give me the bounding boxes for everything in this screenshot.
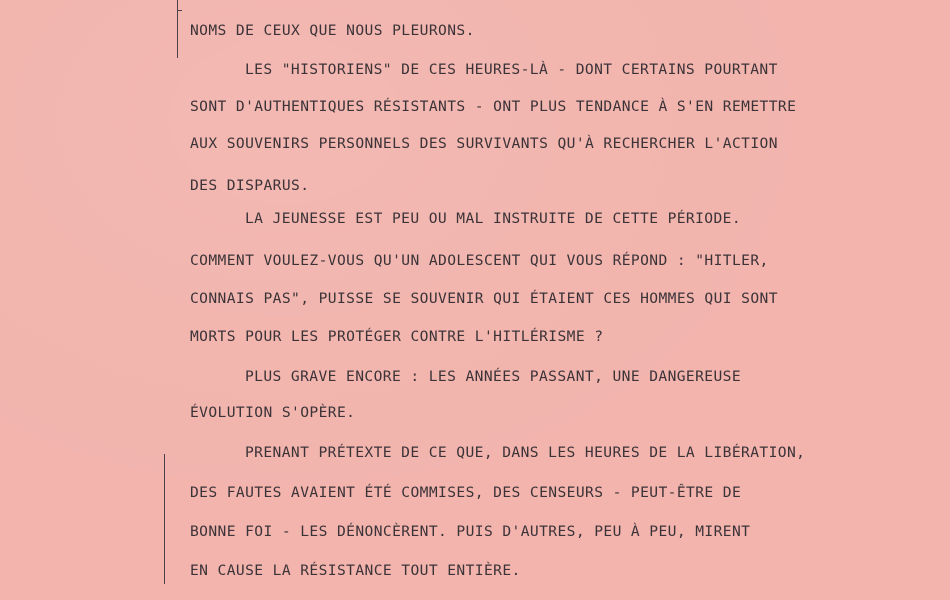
text-line: BONNE FOI - LES DÉNONCÈRENT. PUIS D'AUTRES, PEU À PEU, MIRENT (190, 523, 751, 540)
text-line: DES DISPARUS. (190, 177, 310, 194)
text-line: SONT D'AUTHENTIQUES RÉSISTANTS - ONT PLUS TENDANCE À S'EN REMETTRE (190, 98, 797, 115)
text-line: LES "HISTORIENS" DE CES HEURES-LÀ - DONT CERTAINS POURTANT (245, 61, 778, 78)
text-line: AUX SOUVENIRS PERSONNELS DES SURVIVANTS QU'À RECHERCHER L'ACTION (190, 135, 778, 152)
text-line: EN CAUSE LA RÉSISTANCE TOUT ENTIÈRE. (190, 562, 521, 579)
text-line: NOMS DE CEUX QUE NOUS PLEURONS. (190, 22, 475, 39)
text-line: PLUS GRAVE ENCORE : LES ANNÉES PASSANT, UNE DANGEREUSE (245, 368, 742, 385)
text-line: COMMENT VOULEZ-VOUS QU'UN ADOLESCENT QUI VOUS RÉPOND : "HITLER, (190, 252, 769, 269)
text-line: DES FAUTES AVAIENT ÉTÉ COMMISES, DES CENSEURS - PEUT-ÊTRE DE (190, 484, 742, 501)
text-line: LA JEUNESSE EST PEU OU MAL INSTRUITE DE CETTE PÉRIODE. (245, 210, 742, 227)
cut-off-top-line (190, 0, 370, 5)
text-line: MORTS POUR LES PROTÉGER CONTRE L'HITLÉRISME ? (190, 328, 604, 345)
text-line: ÉVOLUTION S'OPÈRE. (190, 404, 356, 421)
text-line: PRENANT PRÉTEXTE DE CE QUE, DANS LES HEURES DE LA LIBÉRATION, (245, 444, 806, 461)
margin-tick-top (177, 10, 182, 11)
text-line: CONNAIS PAS", PUISSE SE SOUVENIR QUI ÉTAIENT CES HOMMES QUI SONT (190, 290, 778, 307)
margin-mark-top (177, 0, 178, 58)
margin-mark-bottom (164, 454, 165, 584)
